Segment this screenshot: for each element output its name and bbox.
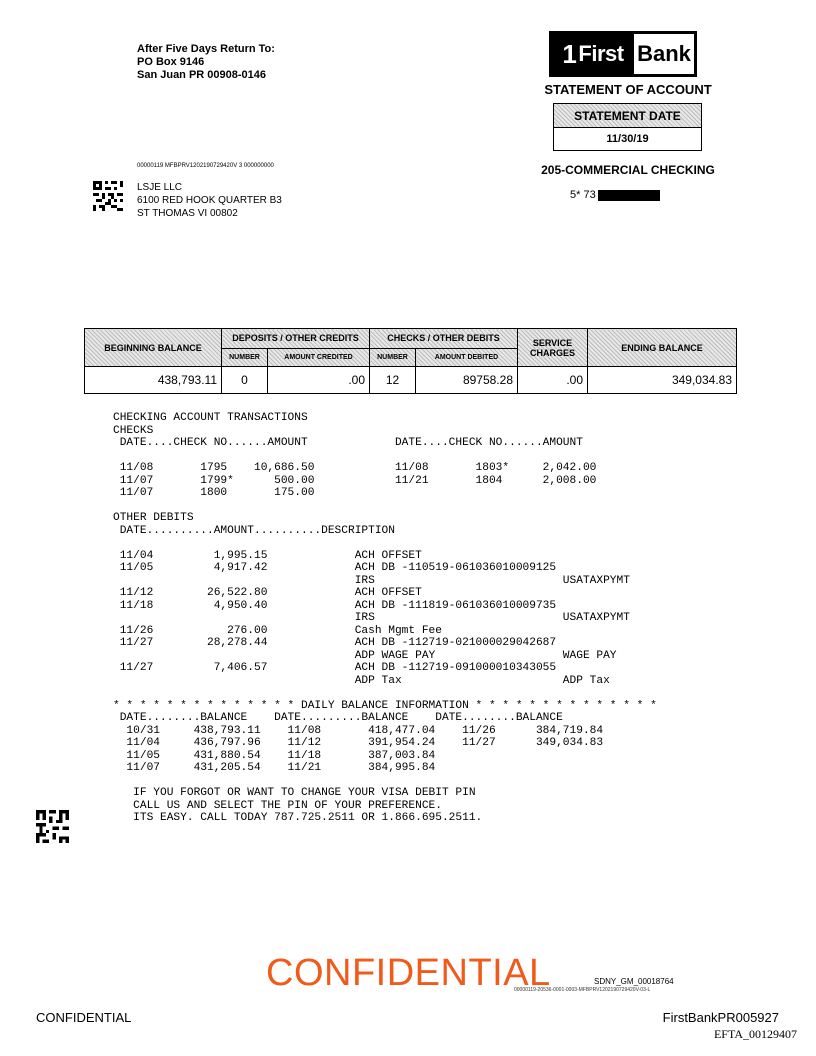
amount-credited-header: AMOUNT CREDITED: [268, 348, 370, 367]
service-charges-value: .00: [518, 367, 588, 394]
confidential-label: CONFIDENTIAL: [36, 1010, 132, 1025]
addressee-name: LSJE LLC: [137, 182, 183, 193]
return-line-3: San Juan PR 00908-0146: [137, 69, 267, 81]
deposits-header: DEPOSITS / OTHER CREDITS: [222, 329, 370, 349]
account-type: 205-COMMERCIAL CHECKING: [541, 163, 715, 177]
ending-balance-value: 349,034.83: [588, 367, 737, 394]
logo-first-text: First: [578, 41, 624, 66]
sdny-number: SDNY_GM_00018764: [594, 977, 674, 986]
account-number-prefix: 5* 73: [570, 189, 596, 201]
barcode-icon: [36, 810, 69, 843]
logo-first: [552, 34, 634, 74]
deposits-number-value: 0: [222, 367, 268, 394]
beginning-balance-value: 438,793.11: [85, 367, 222, 394]
amount-credited-value: .00: [268, 367, 370, 394]
account-summary-table: [84, 328, 737, 394]
confidential-stamp: CONFIDENTIAL: [266, 952, 551, 994]
transactions-detail: CHECKING ACCOUNT TRANSACTIONS CHECKS DATE....CHECK NO......AMOUNT DATE....CHECK NO......AMOUNT 11/08 1795 10,686.50 11/08 1803* 2,042.00 11/07 1799* 500.00 11/21 1804 2,008.00 11/07 1800 175.00 OTHER DEBITS DATE..........AMOUNT..........DESCRIPTION 11/04 1,995.15 ACH OFFSET 11/05 4,917.42 ACH DB -110519-061036010009125 IRS USATAXPYMT 11/12 26,522.80 ACH OFFSET 11/18 4,950.40 ACH DB -111819-061036010009735 IRS USATAXPYMT 11/26 276.00 Cash Mgmt Fee 11/27 28,278.44 ACH DB -112719-021000029042687 ADP WAGE PAY WAGE PAY 11/27 7,406.57 ACH DB -112719-091000010343055 ADP Tax ADP Tax * * * * * * * * * * * * * * DAILY BALANCE INFORMATION * * * * * * * * * * * * * * DATE........BALANCE DATE.........BALANCE DATE........BALANCE 10/31 438,793.11 11/08 418,477.04 11/26 384,719.84 11/04 436,797.96 11/12 391,954.24 11/27 349,034.83 11/05 431,880.54 11/18 387,003.84 11/07 431,205.54 11/21 384,995.84 IF YOU FORGOT OR WANT TO CHANGE YOUR VISA DEBIT PIN CALL US AND SELECT THE PIN OF YOUR PREFERENCE. ITS EASY. CALL TODAY 787.725.2511 OR 1.866.695.2511.: [113, 412, 657, 824]
micro-code: 00000119 MFBPRV1202190729420V 3 000000000: [137, 163, 274, 169]
return-address: [137, 43, 275, 82]
amount-debited-header: AMOUNT DEBITED: [416, 348, 518, 367]
logo-bank-text: Bank: [637, 41, 691, 66]
beginning-balance-header: BEGINNING BALANCE: [85, 329, 222, 367]
addressee-street: 6100 RED HOOK QUARTER B3: [137, 195, 282, 206]
deposits-number-header: NUMBER: [222, 348, 268, 367]
addressee-city: ST THOMAS VI 00802: [137, 208, 238, 219]
account-number: [570, 189, 660, 201]
logo-number: 1: [562, 38, 577, 69]
efta-number: EFTA_00129407: [713, 1027, 797, 1041]
barcode-icon: [93, 181, 123, 211]
statement-date-box: [553, 103, 702, 151]
redaction-bar: [598, 190, 660, 201]
statement-date-label: STATEMENT DATE: [554, 104, 701, 128]
ending-balance-header: ENDING BALANCE: [588, 329, 737, 367]
addressee: [137, 181, 282, 220]
footer-micro-code: 00000119-20536-0001-0003-MFBPRV1202190729420V-03-L: [514, 987, 651, 993]
bates-number: FirstBankPR005927: [662, 1010, 779, 1025]
statement-title: STATEMENT OF ACCOUNT: [544, 82, 712, 97]
checks-header: CHECKS / OTHER DEBITS: [370, 329, 518, 349]
statement-date-value: 11/30/19: [606, 133, 649, 145]
amount-debited-value: 89758.28: [416, 367, 518, 394]
return-line-2: PO Box 9146: [137, 56, 205, 68]
bank-logo: [549, 31, 697, 77]
service-charges-header: SERVICE CHARGES: [518, 329, 588, 367]
return-line-1: After Five Days Return To:: [137, 43, 275, 55]
checks-number-value: 12: [370, 367, 416, 394]
checks-number-header: NUMBER: [370, 348, 416, 367]
